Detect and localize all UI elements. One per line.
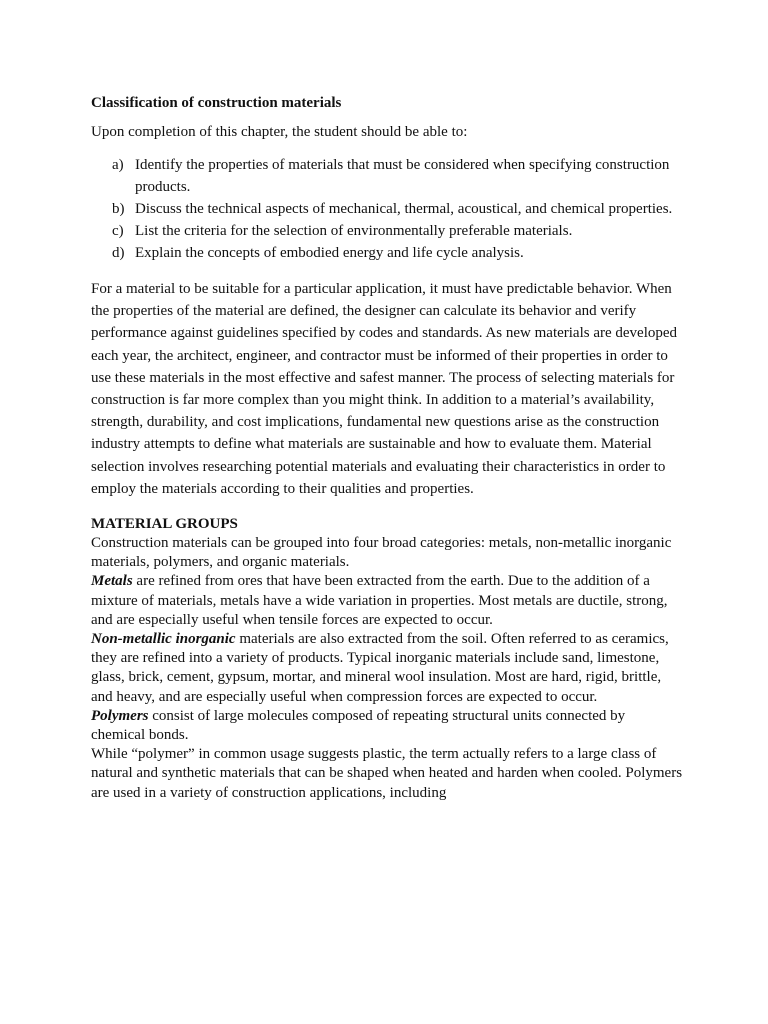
list-item <box>91 242 683 264</box>
inorganic-paragraph <box>91 630 683 707</box>
list-item-text: Explain the concepts of embodied energy and life cycle analysis. <box>135 245 524 261</box>
list-item-text: List the criteria for the selection of environmentally preferable materials. <box>135 223 573 239</box>
polymers-continued-paragraph: While “polymer” in common usage suggests plastic, the term actually refers to a large class of natural and synthetic materials that can be shaped when heated and harden when cooled. Polymers are used in a variety of construction applications, including <box>91 746 683 801</box>
list-item-text: Identify the properties of materials that must be considered when specifying construction products. <box>135 157 670 195</box>
list-marker: c) <box>112 223 124 239</box>
metals-term: Metals <box>91 573 133 590</box>
inorganic-text: materials are also extracted from the soil. Often referred to as ceramics, they are refined into a variety of products. Typical inorganic materials include sand, limestone, glass, brick, cement, gypsum, mortar, and mineral wool insulation. Most are hard, rigid, brittle, and heavy, and are especially useful when compression forces are expected to occur. <box>91 631 669 705</box>
metals-text: are refined from ores that have been extracted from the earth. Due to the addition of a mixture of materials, metals have a wide variation in properties. Most metals are ductile, strong, and are especially useful when tensile forces are expected to occur. <box>91 573 668 628</box>
polymers-paragraph <box>91 707 683 745</box>
document-page <box>91 93 683 803</box>
list-marker: b) <box>112 201 125 217</box>
list-item-text: Discuss the technical aspects of mechanical, thermal, acoustical, and chemical properties. <box>135 201 673 217</box>
list-marker: d) <box>112 245 125 261</box>
list-marker: a) <box>112 157 124 173</box>
document-title: Classification of construction materials <box>91 95 342 111</box>
polymers-text: consist of large molecules composed of repeating structural units connected by chemical bonds. <box>91 707 626 744</box>
material-groups-intro: Construction materials can be grouped into four broad categories: metals, non-metallic inorganic materials, polymers, and organic materials. <box>91 535 672 571</box>
metals-paragraph <box>91 572 683 630</box>
intro-text: Upon completion of this chapter, the student should be able to: <box>91 124 468 140</box>
list-item <box>91 198 683 220</box>
list-item <box>91 154 683 198</box>
polymers-term: Polymers <box>91 707 149 724</box>
objectives-list <box>91 154 683 264</box>
list-item <box>91 220 683 242</box>
section-heading-material-groups: MATERIAL GROUPS <box>91 516 238 533</box>
body-paragraph: For a material to be suitable for a particular application, it must have predictable behavior. When the properties of the material are defined, the designer can calculate its behavior and verify performance against guidelines specified by codes and standards. As new materials are developed each year, the architect, engineer, and contractor must be informed of their properties in order to use these materials in the most effective and safest manner. The process of selecting materials for construction is far more complex than you might think. In addition to a material’s availability, strength, durability, and cost implications, fundamental new questions arise as the construction industry attempts to define what materials are sustainable and how to evaluate them. Material selection involves researching potential materials and evaluating their characteristics in order to employ the materials according to their qualities and properties. <box>91 281 678 497</box>
inorganic-term: Non-metallic inorganic <box>91 631 236 648</box>
